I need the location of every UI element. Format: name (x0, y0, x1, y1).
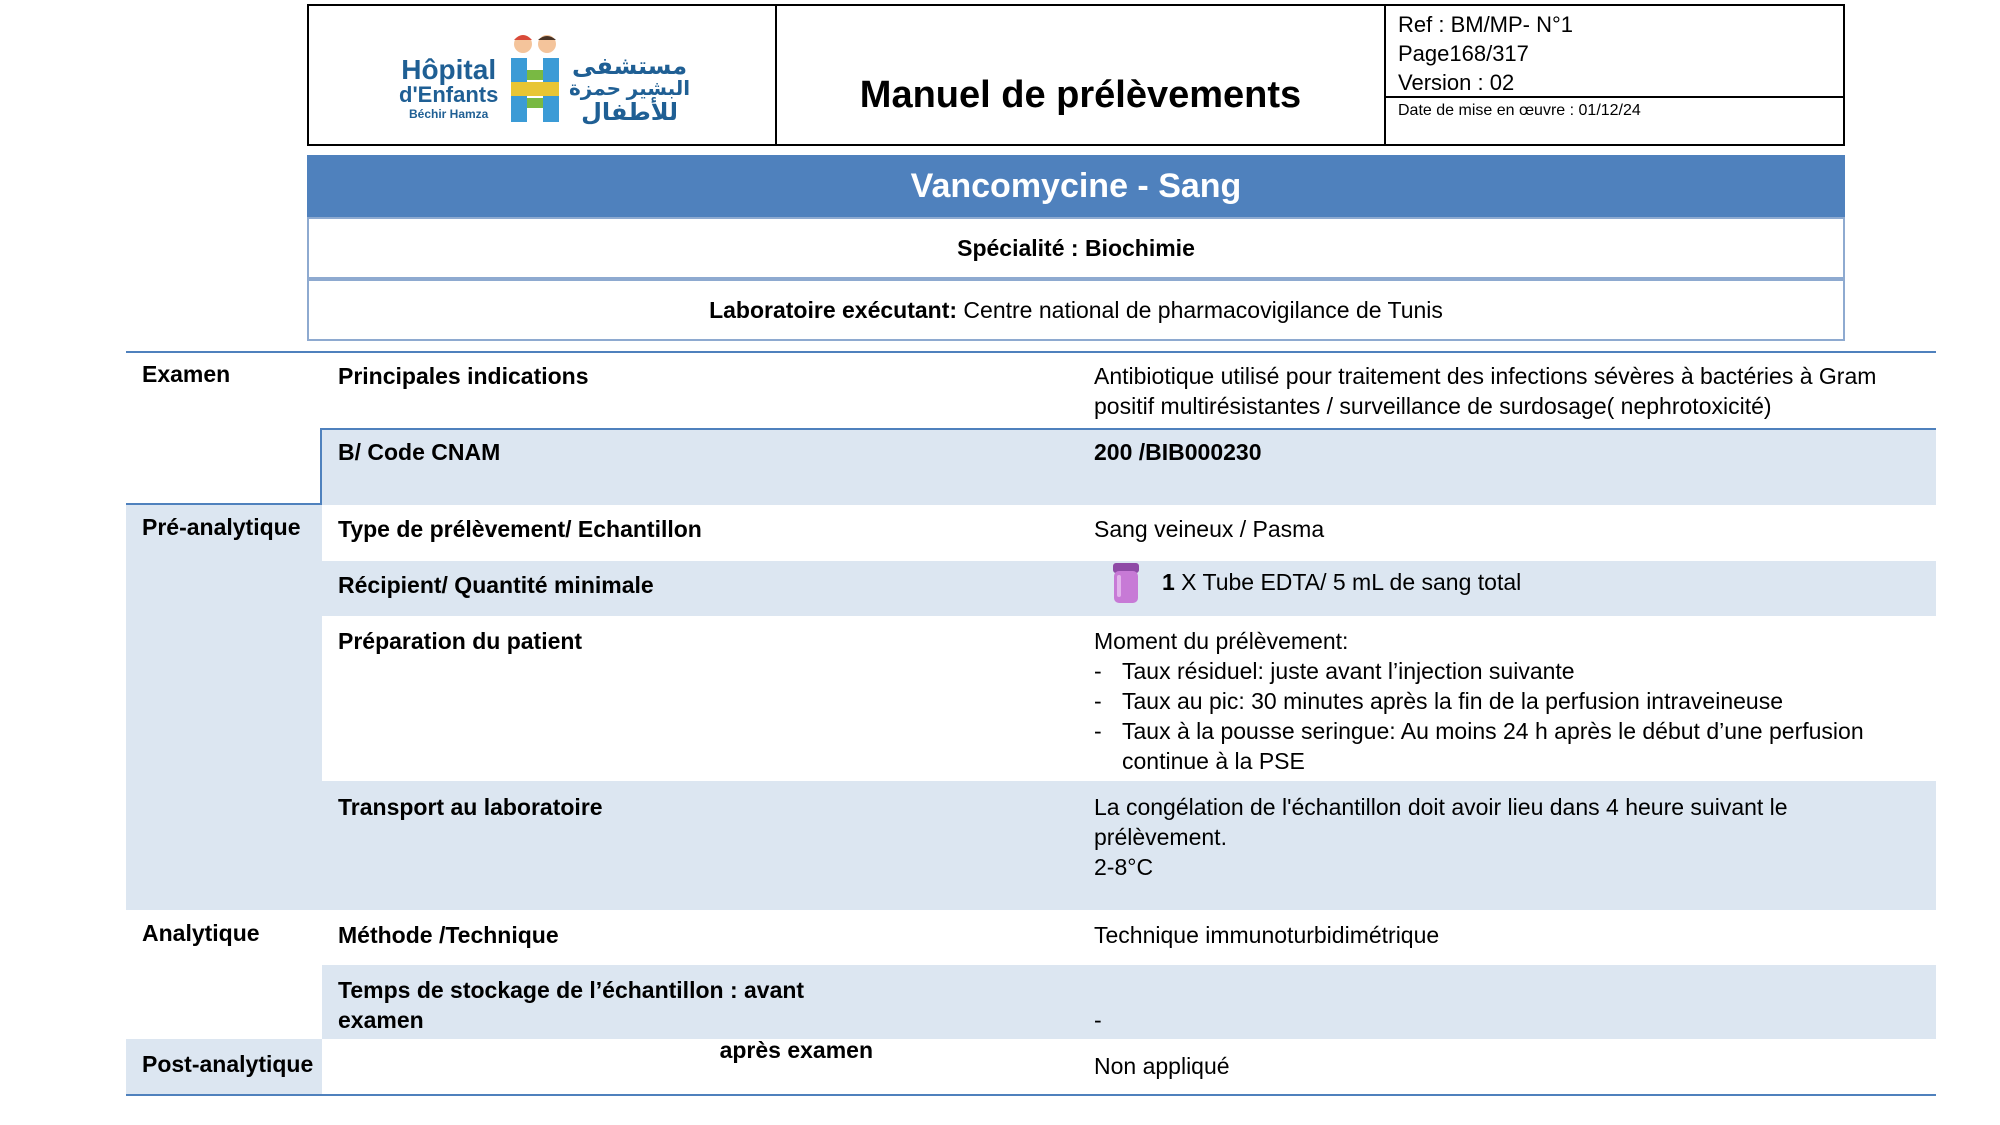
lab-row (307, 279, 1845, 341)
section-post-analytique: Post-analytique (142, 1051, 314, 1077)
section-examen: Examen (142, 361, 231, 387)
logo-arabic-line1: مستشفى (572, 53, 688, 80)
transport-label: Transport au laboratoire (338, 794, 603, 820)
section-analytique: Analytique (142, 920, 260, 946)
section-pre-analytique: Pré-analytique (142, 514, 301, 540)
table-bottom-rule (126, 1094, 1936, 1096)
hospital-logo (309, 6, 777, 144)
methode-value: Technique immunoturbidimétrique (1094, 922, 1440, 948)
logo-latin-line3: Béchir Hamza (408, 107, 489, 121)
type-label: Type de prélèvement/ Echantillon (338, 516, 702, 542)
logo-latin-line1: Hôpital (401, 54, 497, 85)
recipient-label: Récipient/ Quantité minimale (338, 572, 654, 598)
doc-date: Date de mise en œuvre : 01/12/24 (1398, 102, 1641, 119)
document-meta (1386, 6, 1843, 144)
logo-latin-line2: d'Enfants (399, 82, 499, 107)
methode-label: Méthode /Technique (338, 922, 559, 948)
recipient-value: X Tube EDTA/ 5 mL de sang total (1174, 569, 1522, 596)
stockage-label-2: après examen (719, 1037, 873, 1063)
lab-value: Centre national de pharmacovigilance de Tunis (957, 296, 1443, 323)
doc-page: Page168/317 (1398, 41, 1529, 66)
preparation-item: - Taux résiduel: juste avant l’injection suivante (1094, 656, 1914, 686)
logo-arabic-line2: البشير حمزة (569, 78, 691, 101)
cnam-label: B/ Code CNAM (338, 439, 501, 465)
stockage-label (338, 975, 878, 1065)
test-title: Vancomycine - Sang (307, 155, 1845, 217)
type-value: Sang veineux / Pasma (1094, 516, 1325, 542)
lab-label: Laboratoire exécutant: (709, 296, 958, 323)
cnam-rule (322, 428, 1936, 430)
indications-label: Principales indications (338, 363, 589, 389)
transport-value (1094, 792, 1914, 882)
document-title: Manuel de prélèvements (859, 73, 1302, 116)
stockage-label-1: Temps de stockage de l’échantillon : avant examen (338, 977, 805, 1033)
edta-tube-icon (1112, 563, 1140, 605)
logo-latin-text (399, 56, 498, 120)
pre-analytique-bg (126, 505, 322, 910)
indications-value: Antibiotique utilisé pour traitement des infections sévères à bactéries à Gram positif multirésistantes / surveillance de surdosage( nephrotoxicité) (1094, 363, 1877, 419)
preparation-value (1094, 626, 1914, 776)
specialty-label: Spécialité : Biochimie (957, 234, 1195, 261)
doc-ref: Ref : BM/MP- N°1 (1398, 12, 1574, 37)
transport-value-2: 2-8°C (1094, 854, 1154, 880)
recipient-value-cell (1094, 563, 1914, 605)
preparation-label: Préparation du patient (338, 628, 583, 654)
recipient-qty: 1 (1162, 569, 1175, 596)
preparation-item: - Taux à la pousse seringue: Au moins 24 h après le début d’une perfusion continue à la PSE (1094, 716, 1914, 776)
hospital-logo-mark-icon (505, 30, 565, 125)
document-header (307, 4, 1845, 146)
preparation-list (1094, 656, 1914, 776)
logo-arabic-line3: للأطفال (581, 99, 679, 127)
doc-version: Version : 02 (1398, 70, 1515, 95)
preparation-item: - Taux au pic: 30 minutes après la fin de la perfusion intraveineuse (1094, 686, 1914, 716)
post-value: Non appliqué (1094, 1053, 1230, 1079)
logo-arabic-text (569, 54, 690, 125)
stockage-value: - (1094, 1007, 1102, 1033)
table-top-rule (126, 351, 1936, 353)
transport-value-1: La congélation de l'échantillon doit avoir lieu dans 4 heure suivant le prélèvement. (1094, 794, 1788, 850)
cnam-side-rule (320, 428, 322, 504)
document-title-cell (777, 6, 1386, 144)
specialty-row (307, 217, 1845, 279)
examen-bottom-rule (126, 503, 322, 505)
cnam-value: 200 /BIB000230 (1094, 439, 1262, 465)
preparation-intro: Moment du prélèvement: (1094, 628, 1349, 654)
